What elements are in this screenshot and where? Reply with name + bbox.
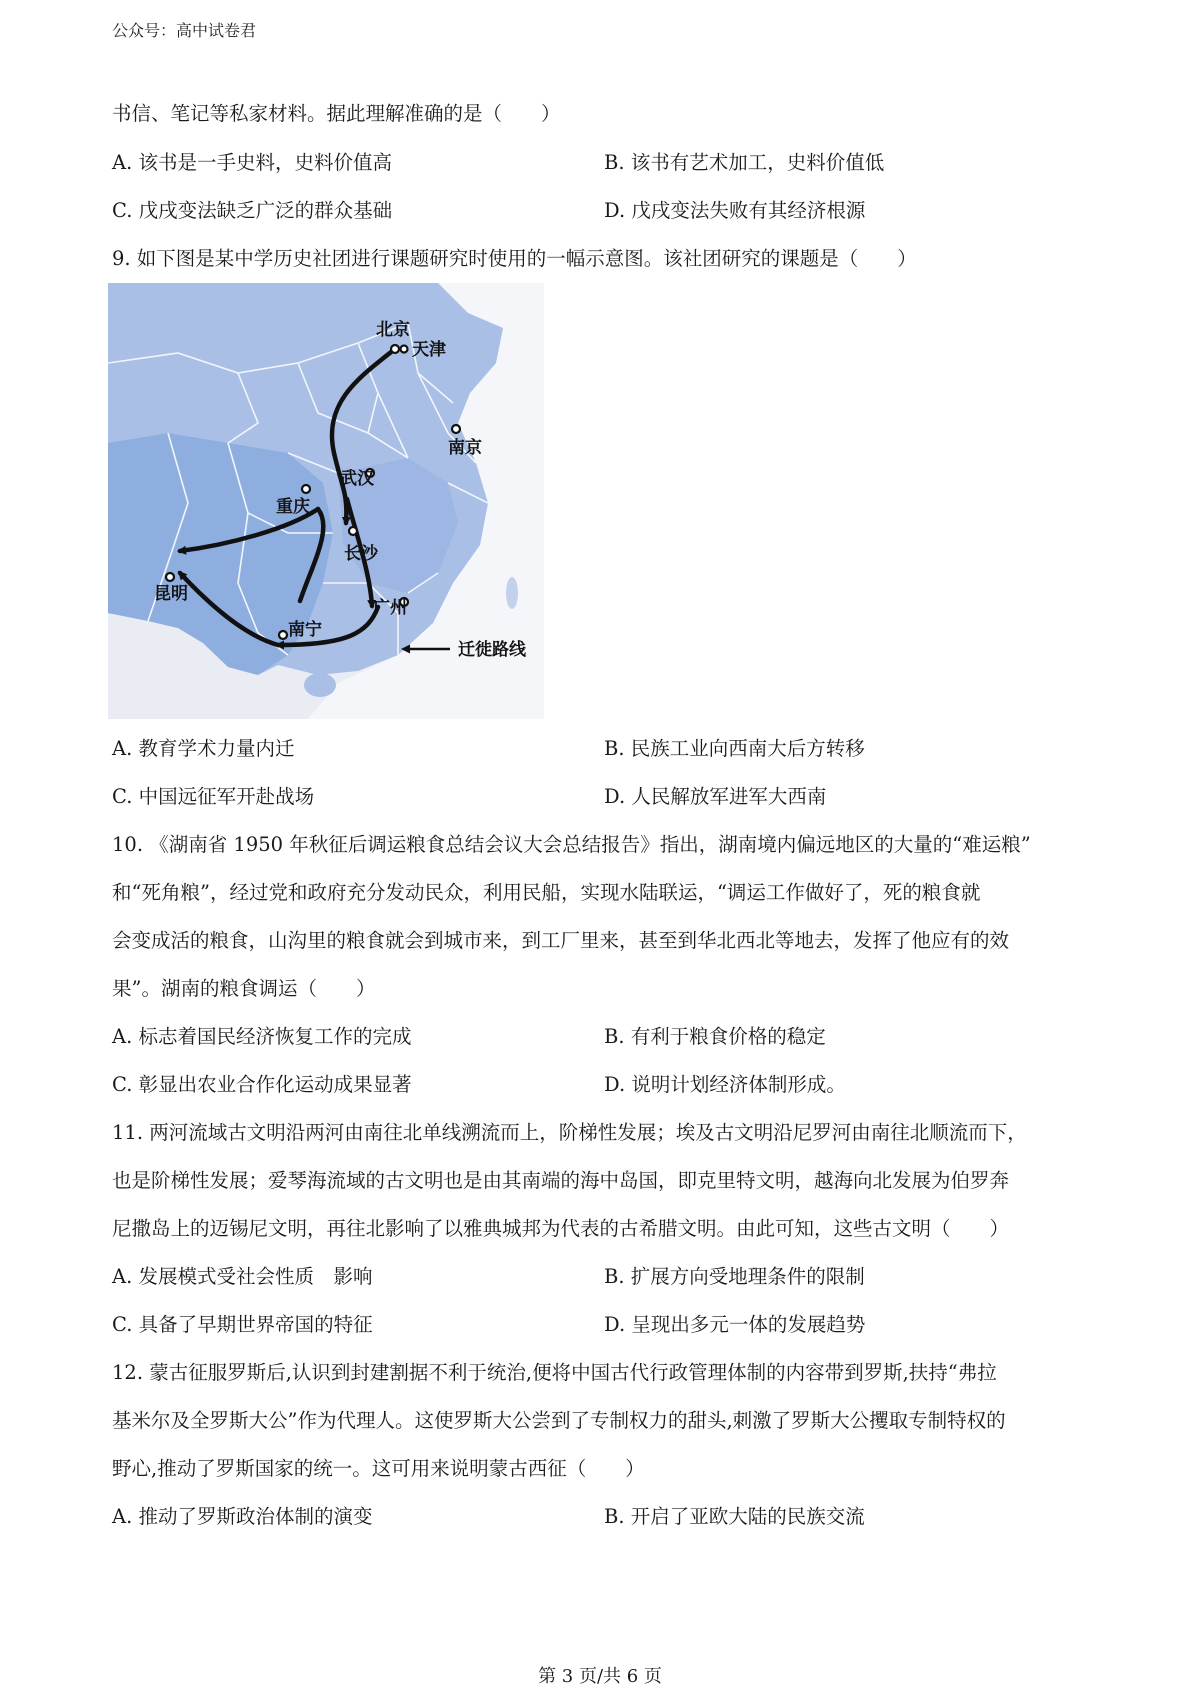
q11-option-d: D. 呈现出多元一体的发展趋势 <box>604 1313 866 1336</box>
migration-map <box>108 283 544 719</box>
q12-option-b: B. 开启了亚欧大陆的民族交流 <box>604 1505 865 1528</box>
marker-changsha <box>349 527 357 535</box>
city-label-beijing: 北京 <box>376 320 410 340</box>
q10-option-b: B. 有利于粮食价格的稳定 <box>604 1025 826 1048</box>
city-label-guangzhou: 广州 <box>373 598 407 618</box>
q11-stem-line1: 11. 两河流域古文明沿两河由南往北单线溯流而上，阶梯性发展；埃及古文明沿尼罗河由南往北顺流而下， <box>112 1121 1027 1144</box>
q11-option-c: C. 具备了早期世界帝国的特征 <box>112 1313 373 1336</box>
marker-kunming <box>166 573 174 581</box>
q9-option-b: B. 民族工业向西南大后方转移 <box>604 737 865 760</box>
q11-stem-line3: 尼撒岛上的迈锡尼文明，再往北影响了以雅典城邦为代表的古希腊文明。由此可知，这些古文明（ ） <box>112 1217 1010 1240</box>
city-label-tianjin: 天津 <box>412 340 446 360</box>
q11-option-b: B. 扩展方向受地理条件的限制 <box>604 1265 865 1288</box>
q10-stem-line4: 果”。湖南的粮食调运（ ） <box>112 977 376 1000</box>
q12-stem-line3: 野心,推动了罗斯国家的统一。这可用来说明蒙古西征（ ） <box>112 1457 645 1480</box>
city-label-nanjing: 南京 <box>448 438 482 458</box>
q10-stem-line1: 10. 《湖南省 1950 年秋征后调运粮食总结会议大会总结报告》指出，湖南境内偏远地区的大量的“难运粮” <box>112 833 1031 856</box>
q8-option-b: B. 该书有艺术加工，史料价值低 <box>604 151 885 174</box>
q12-stem-line1: 12. 蒙古征服罗斯后,认识到封建割据不利于统治,便将中国古代行政管理体制的内容带到罗斯,扶持“弗拉 <box>112 1361 997 1384</box>
marker-tianjin <box>401 346 408 353</box>
city-label-nanning: 南宁 <box>288 620 322 640</box>
q8-option-d: D. 戊戌变法失败有其经济根源 <box>604 199 866 222</box>
taiwan-island <box>506 577 518 609</box>
page-footer: 第 3 页/共 6 页 <box>538 1666 662 1687</box>
q10-option-d: D. 说明计划经济体制形成。 <box>604 1073 846 1096</box>
q9-stem: 9. 如下图是某中学历史社团进行课题研究时使用的一幅示意图。该社团研究的课题是（ ） <box>112 247 917 270</box>
q8-stem: 书信、笔记等私家材料。据此理解准确的是（ ） <box>112 102 561 125</box>
legend-label: 迁徙路线 <box>458 640 526 660</box>
q9-option-d: D. 人民解放军进军大西南 <box>604 785 827 808</box>
city-label-changsha: 长沙 <box>344 544 378 564</box>
q8-option-a: A. 该书是一手史料，史料价值高 <box>112 151 392 174</box>
city-label-wuhan: 武汉 <box>340 469 374 489</box>
q10-stem-line2: 和“死角粮”，经过党和政府充分发动民众，利用民船，实现水陆联运，“调运工作做好了，死的粮食就 <box>112 881 981 904</box>
q11-stem-line2: 也是阶梯性发展；爱琴海流域的古文明也是由其南端的海中岛国，即克里特文明，越海向北发展为伯罗奔 <box>112 1169 1010 1192</box>
marker-beijing <box>391 345 399 353</box>
q12-stem-line2: 基米尔及全罗斯大公”作为代理人。这使罗斯大公尝到了专制权力的甜头,刺激了罗斯大公攫取专制特权的 <box>112 1409 1006 1432</box>
q11-option-a: A. 发展模式受社会性质 影响 <box>112 1265 373 1288</box>
q10-option-a: A. 标志着国民经济恢复工作的完成 <box>112 1025 412 1048</box>
marker-chongqing <box>302 485 310 493</box>
q9-option-c: C. 中国远征军开赴战场 <box>112 785 315 808</box>
q10-option-c: C. 彰显出农业合作化运动成果显著 <box>112 1073 412 1096</box>
hainan-island <box>304 673 336 697</box>
city-label-kunming: 昆明 <box>154 584 188 604</box>
marker-nanning <box>279 631 287 639</box>
q9-option-a: A. 教育学术力量内迁 <box>112 737 295 760</box>
page-header: 公众号：高中试卷君 <box>112 21 257 40</box>
q12-option-a: A. 推动了罗斯政治体制的演变 <box>112 1505 373 1528</box>
marker-nanjing <box>452 425 460 433</box>
city-label-chongqing: 重庆 <box>276 497 310 517</box>
q10-stem-line3: 会变成活的粮食，山沟里的粮食就会到城市来，到工厂里来，甚至到华北西北等地去，发挥了他应有的效 <box>112 929 1010 952</box>
q8-option-c: C. 戊戌变法缺乏广泛的群众基础 <box>112 199 393 222</box>
